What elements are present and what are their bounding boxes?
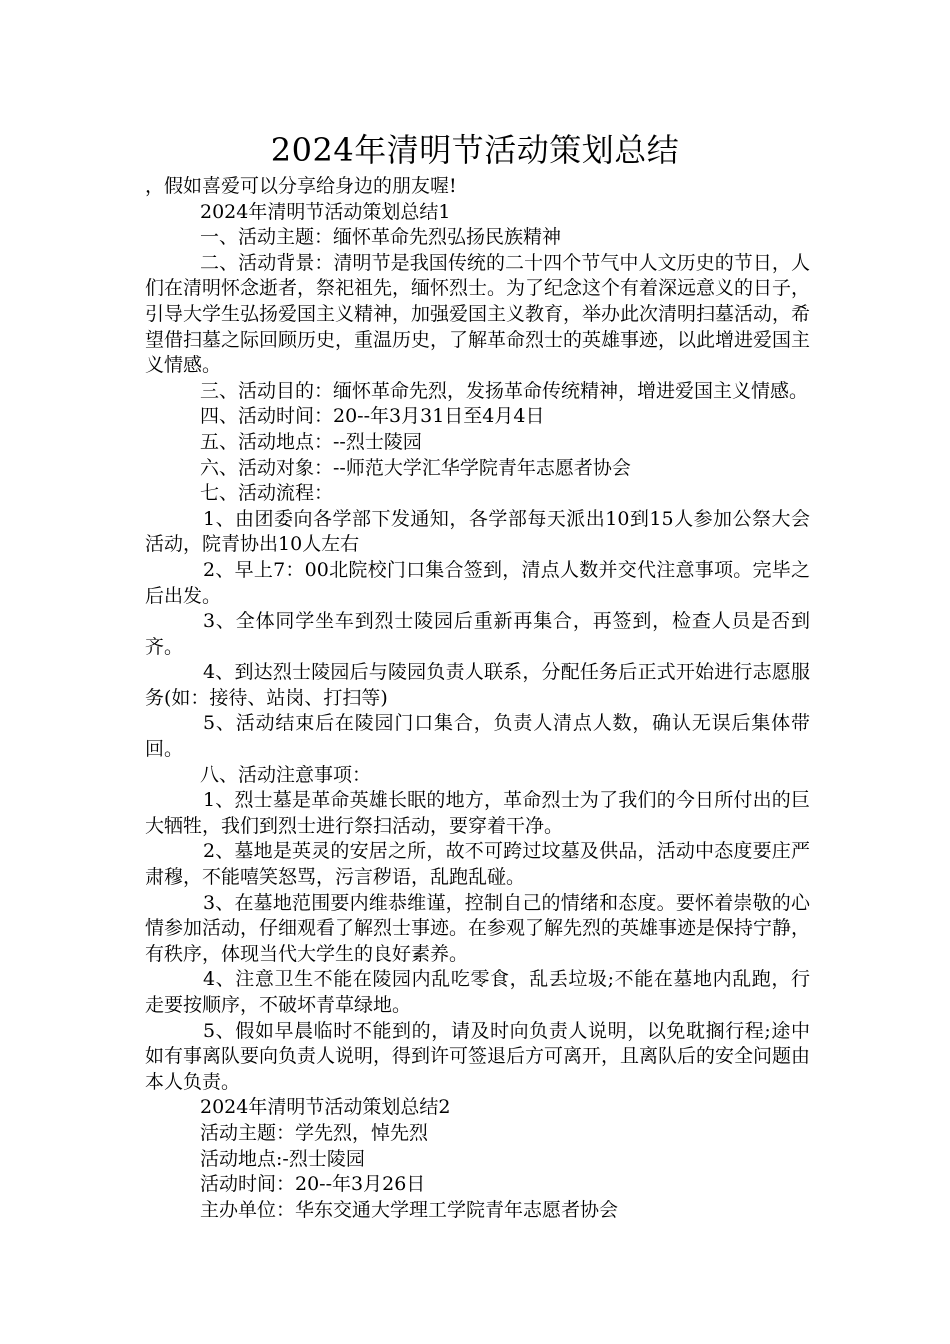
document-title: 2024年清明节活动策划总结	[270, 131, 680, 169]
note-item-2: 2、墓地是英灵的安居之所，故不可跨过坟墓及供品，活动中态度要庄严肃穆，不能嘻笑怒骂，污言秽语，乱跑乱碰。	[145, 840, 810, 889]
intro-line: ，假如喜爱可以分享给身边的朋友喔!	[145, 175, 457, 197]
note-item-5: 5、假如早晨临时不能到的，请及时向负责人说明，以免耽搁行程;途中如有事离队要向负责人说明，得到许可签退后方可离开，且离队后的安全问题由本人负责。	[145, 1019, 811, 1093]
paragraph-theme: 一、活动主题：缅怀革命先烈弘扬民族精神	[200, 226, 562, 249]
paragraph-notes-heading: 八、活动注意事项：	[200, 763, 372, 786]
process-item-5: 5、活动结束后在陵园门口集合，负责人清点人数，确认无误后集体带回。	[145, 712, 810, 761]
process-item-4: 4、到达烈士陵园后与陵园负责人联系，分配任务后正式开始进行志愿服务(如：接待、站岗、打扫等)	[145, 661, 810, 709]
paragraph-organizer-2: 主办单位：华东交通大学理工学院青年志愿者协会	[200, 1198, 619, 1221]
note-item-4: 4、注意卫生不能在陵园内乱吃零食，乱丢垃圾;不能在墓地内乱跑，行走要按顺序，不破坏青草绿地。	[145, 968, 810, 1016]
paragraph-theme-2: 活动主题：学先烈，悼先烈	[200, 1121, 429, 1144]
document-body	[145, 174, 810, 1223]
paragraph-time: 四、活动时间：20--年3月31日至4月4日	[200, 405, 545, 428]
process-item-1: 1、由团委向各学部下发通知，各学部每天派出10到15人参加公祭大会活动，院青协出10人左右	[145, 507, 810, 556]
section-heading-1: 2024年清明节活动策划总结1	[200, 200, 451, 223]
paragraph-process-heading: 七、活动流程：	[200, 482, 334, 505]
note-item-3: 3、在墓地范围要内维恭维谨，控制自己的情绪和态度。要怀着崇敬的心情参加活动，仔细观看了解烈士事迹。在参观了解先烈的英雄事迹是保持宁静，有秩序，体现当代大学生的良好素养。	[145, 891, 811, 965]
paragraph-time-2: 活动时间：20--年3月26日	[200, 1173, 426, 1196]
section-heading-2: 2024年清明节活动策划总结2	[200, 1096, 451, 1119]
paragraph-purpose: 三、活动目的：缅怀革命先烈，发扬革命传统精神，增进爱国主义情感。	[200, 379, 809, 402]
paragraph-location-2: 活动地点:-烈士陵园	[200, 1147, 365, 1170]
paragraph-background: 二、活动背景：清明节是我国传统的二十四个节气中人文历史的节日，人们在清明怀念逝者，祭祀祖先，缅怀烈士。为了纪念这个有着深远意义的日子，引导大学生弘扬爱国主义精神，加强爱国主义教育，举办此次清明扫墓活动，希望借扫墓之际回顾历史，重温历史，了解革命烈士的英雄事迹，以此增进爱国主义情感。	[145, 251, 811, 377]
process-item-3: 3、全体同学坐车到烈士陵园后重新再集合，再签到，检查人员是否到齐。	[145, 610, 810, 658]
paragraph-location: 五、活动地点：--烈士陵园	[200, 430, 422, 453]
paragraph-target: 六、活动对象：--师范大学汇华学院青年志愿者协会	[200, 456, 631, 479]
process-item-2: 2、早上7：00北院校门口集合签到，清点人数并交代注意事项。完毕之后出发。	[145, 558, 810, 607]
note-item-1: 1、烈士墓是革命英雄长眠的地方，革命烈士为了我们的今日所付出的巨大牺牲，我们到烈士进行祭扫活动，要穿着干净。	[145, 789, 810, 837]
